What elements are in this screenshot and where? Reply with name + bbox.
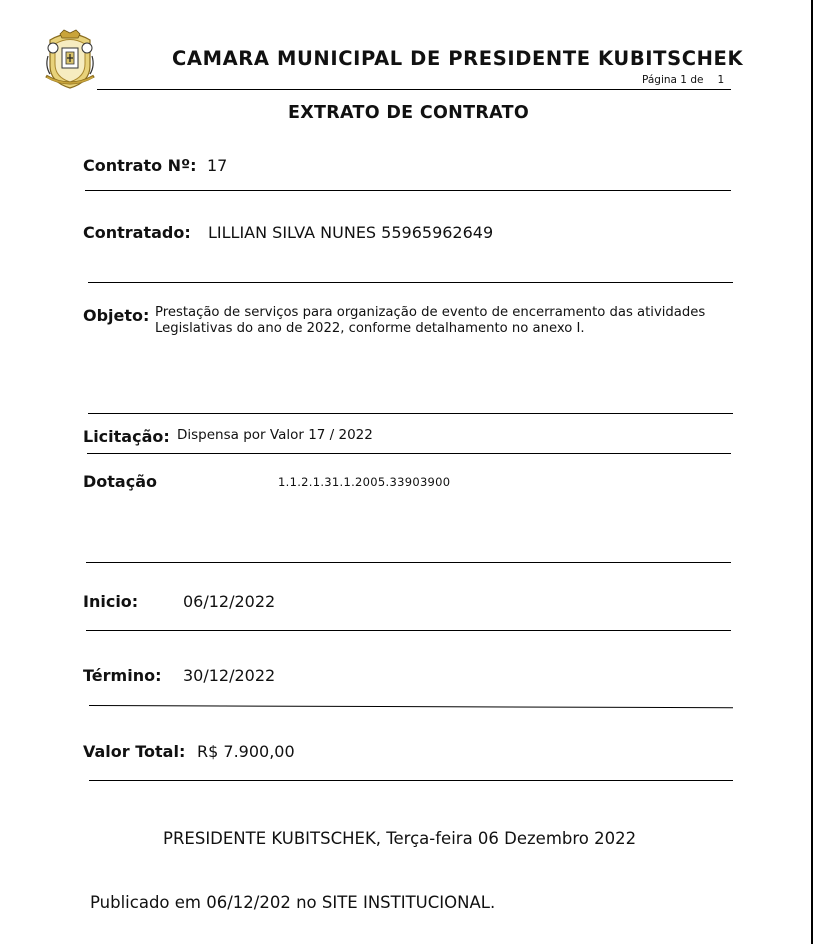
coat-of-arms-icon — [42, 26, 98, 92]
objeto-label: Objeto: — [83, 306, 150, 325]
contratado-value: LILLIAN SILVA NUNES 55965962649 — [208, 223, 494, 242]
termino-label: Término: — [83, 666, 162, 685]
page-label: Página 1 de — [642, 74, 704, 86]
divider — [89, 780, 733, 781]
licitacao-label: Licitação: — [83, 427, 170, 446]
valor-total-value: R$ 7.900,00 — [197, 742, 295, 761]
dotacao-label: Dotação — [83, 472, 157, 491]
valor-total-label: Valor Total: — [83, 742, 186, 761]
divider — [88, 413, 733, 414]
page-indicator — [642, 74, 724, 86]
dotacao-value: 1.1.2.1.31.1.2005.33903900 — [278, 475, 451, 489]
termino-value: 30/12/2022 — [183, 666, 276, 685]
divider — [85, 190, 731, 191]
document-title: EXTRATO DE CONTRATO — [288, 103, 530, 123]
divider — [88, 282, 733, 283]
objeto-line-2: Legislativas do ano de 2022, conforme detalhamento no anexo I. — [155, 321, 585, 336]
inicio-value: 06/12/2022 — [183, 592, 276, 611]
objeto-value — [155, 305, 735, 337]
divider — [87, 453, 731, 454]
header-divider — [97, 89, 731, 90]
divider — [86, 630, 731, 631]
inicio-label: Inicio: — [83, 592, 139, 611]
contrato-value: 17 — [207, 156, 228, 175]
objeto-line-1: Prestação de serviços para organização de evento de encerramento das atividades — [155, 305, 706, 320]
page-right-border — [811, 0, 813, 944]
divider — [86, 562, 731, 563]
city-date: PRESIDENTE KUBITSCHEK, Terça-feira 06 Dezembro 2022 — [163, 829, 637, 848]
page-total: 1 — [717, 74, 725, 86]
organization-title: CAMARA MUNICIPAL DE PRESIDENTE KUBITSCHEK — [172, 47, 744, 70]
contrato-label: Contrato Nº: — [83, 156, 197, 175]
contratado-label: Contratado: — [83, 223, 191, 242]
licitacao-value: Dispensa por Valor 17 / 2022 — [177, 427, 373, 443]
published-note: Publicado em 06/12/202 no SITE INSTITUCIONAL. — [90, 893, 496, 912]
divider — [89, 705, 733, 708]
